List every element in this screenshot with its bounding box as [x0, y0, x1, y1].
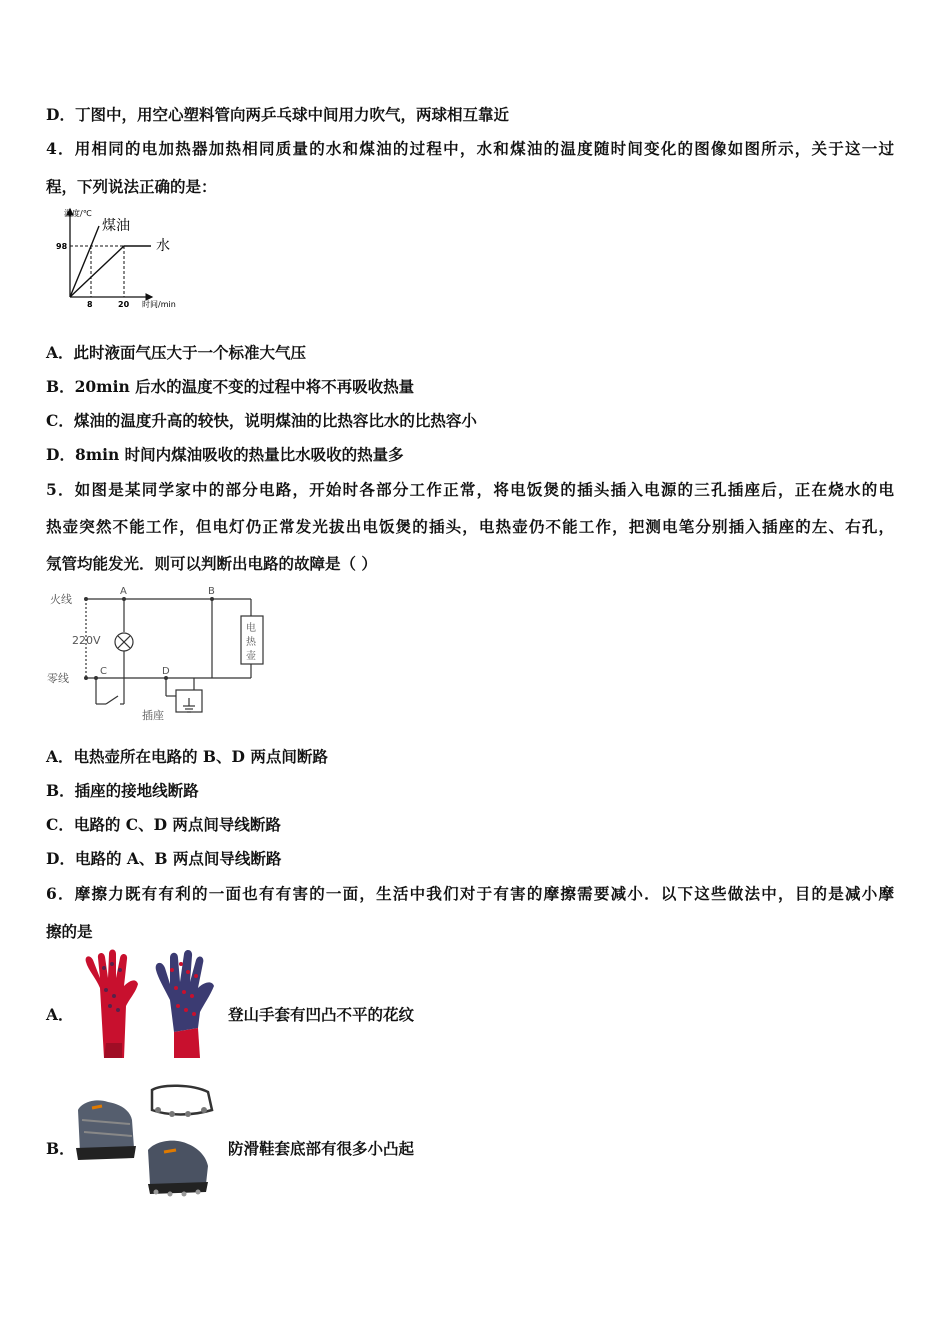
- red-glove: [86, 950, 138, 1059]
- q6-stem-line1: 6．摩擦力既有有利的一面也有有害的一面，生活中我们对于有害的摩擦需要减小．以下这些做法中，目的是减小摩: [46, 884, 894, 903]
- point-b-label: B: [208, 586, 215, 597]
- kerosene-label: 煤油: [102, 218, 130, 234]
- q5-option-b: B．插座的接地线断路: [46, 781, 199, 800]
- q6-option-b-label: B．: [46, 1139, 75, 1158]
- q5-option-d: D．电路的 A、B 两点间导线断路: [46, 849, 282, 868]
- boot-bottom: [148, 1141, 208, 1197]
- q5-stem-line1: 5．如图是某同学家中的部分电路，开始时各部分工作正常，将电饭煲的插头插入电源的三孔插座后，正在烧水的电: [46, 480, 894, 499]
- water-label: 水: [156, 238, 170, 254]
- q5-option-c: C．电路的 C、D 两点间导线断路: [46, 815, 281, 834]
- q4-stem-line2: 程，下列说法正确的是：: [46, 177, 217, 196]
- dotted-glove: [156, 950, 214, 1058]
- point-d-label: D: [162, 666, 170, 677]
- q6-option-a-label: A．: [46, 1005, 74, 1024]
- kettle-char-2: 热: [246, 637, 256, 648]
- live-label: 火线: [50, 593, 72, 606]
- kettle-char-1: 电: [246, 623, 256, 634]
- q4-option-d: D．8min 时间内煤油吸收的热量比水吸收的热量多: [46, 445, 404, 464]
- y-tick-98: 98: [56, 242, 68, 251]
- voltage-label: 220V: [72, 634, 101, 647]
- kettle-char-3: 壶: [246, 651, 256, 662]
- switch-icon: [106, 696, 118, 704]
- q5-stem-line3: 氖管均能发光．则可以判断出电路的故障是（ ）: [46, 554, 377, 573]
- boot-with-cleat: [76, 1100, 136, 1160]
- y-axis-label: 温度/℃: [64, 209, 92, 218]
- point-c-label: C: [100, 666, 107, 677]
- cleat-top: [152, 1086, 212, 1117]
- neutral-label: 零线: [47, 672, 69, 685]
- circuit-diagram: [44, 582, 274, 722]
- q4-option-a: A．此时液面气压大于一个标准大气压: [46, 343, 307, 362]
- q6-stem-line2: 擦的是: [46, 922, 93, 941]
- socket-label: 插座: [142, 709, 164, 722]
- kerosene-line: [70, 226, 99, 297]
- point-a-label: A: [120, 586, 127, 597]
- q6-option-a-text: 登山手套有凹凸不平的花纹: [228, 1005, 415, 1024]
- gloves-image: [78, 948, 228, 1060]
- q4-option-c: C．煤油的温度升高的较快，说明煤油的比热容比水的比热容小: [46, 411, 477, 430]
- q6-option-b-text: 防滑鞋套底部有很多小凸起: [228, 1139, 415, 1158]
- water-line: [70, 246, 151, 297]
- temperature-time-graph: [50, 203, 200, 315]
- q3-option-d: D．丁图中，用空心塑料管向两乒乓球中间用力吹气，两球相互靠近: [46, 105, 509, 124]
- shoe-cleats-image: [72, 1080, 222, 1198]
- x-axis-label: 时间/min: [142, 300, 176, 309]
- x-tick-20: 20: [118, 300, 130, 309]
- q4-option-b: B．20min 后水的温度不变的过程中将不再吸收热量: [46, 377, 415, 396]
- q5-stem-line2: 热壶突然不能工作，但电灯仍正常发光拔出电饭煲的插头，电热壶仍不能工作，把测电笔分别插入插座的左、右孔，: [46, 517, 894, 536]
- q5-option-a: A．电热壶所在电路的 B、D 两点间断路: [46, 747, 328, 766]
- x-tick-8: 8: [87, 300, 93, 309]
- q4-stem-line1: 4．用相同的电加热器加热相同质量的水和煤油的过程中，水和煤油的温度随时间变化的图像如图所示，关于这一过: [46, 139, 894, 158]
